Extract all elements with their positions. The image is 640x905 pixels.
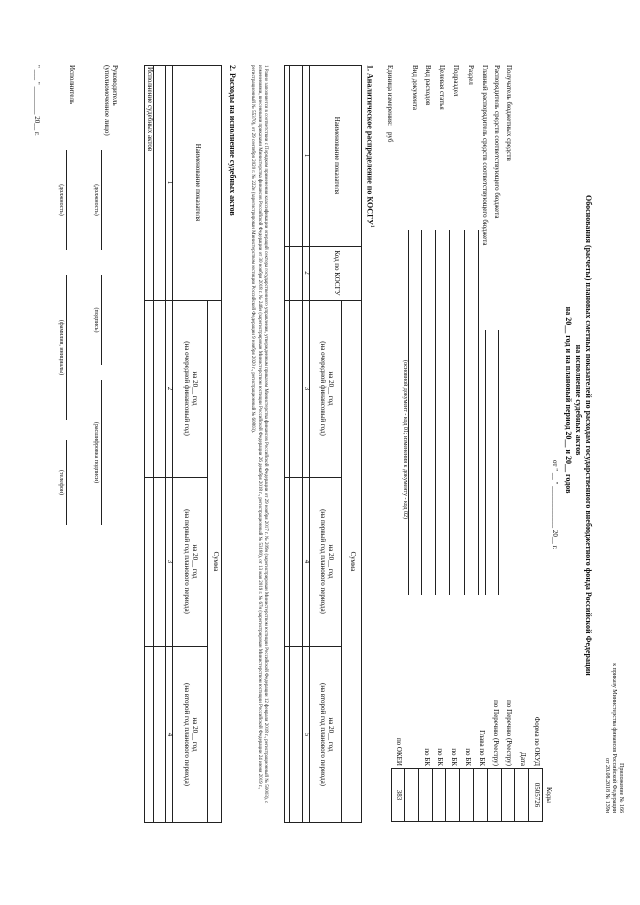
head-position-line[interactable] xyxy=(101,150,102,250)
codes-row-label: по БК xyxy=(422,748,431,766)
codes-row-divider xyxy=(528,768,529,822)
unit-label: Единица измерения: xyxy=(386,65,394,126)
field-label: Подраздел xyxy=(452,65,460,97)
section1-title: 1. Аналитическое распределение по КОСГУ$^1$ xyxy=(365,65,375,228)
kosgu-num-4: 4 xyxy=(303,559,312,564)
kosgu-year-1: на 20__ год (на очередной финансовый год) xyxy=(319,341,335,436)
field-line xyxy=(498,330,499,595)
head-position-caption: (должность) xyxy=(93,184,99,216)
codes-row-divider xyxy=(487,768,488,822)
codes-row-divider xyxy=(404,768,405,822)
doc-type-note: (основной документ - код 01; изменения к документу - код 02) xyxy=(402,360,408,519)
court-year-1: на 20__ год (на очередной финансовый год) xyxy=(183,341,200,436)
field-input-line[interactable] xyxy=(464,230,465,595)
exec-position-line[interactable] xyxy=(66,150,67,250)
codes-row-label: по БК xyxy=(450,748,459,766)
form-date: от " __ " ____________ 20__ г. xyxy=(551,460,559,550)
exec-fio-caption: (фамилия, инициалы) xyxy=(58,319,64,376)
codes-row-label: по БК xyxy=(464,748,472,766)
form-title-3: на 20__ год и на плановый период 20__ и 20__ годов xyxy=(564,306,573,494)
kosgu-year-3: на 20__ год (на второй год планового периода) xyxy=(319,682,335,787)
exec-phone-caption: (телефон) xyxy=(58,469,64,496)
appendix-line-3: от 20.08.2018 № 139н xyxy=(604,758,610,813)
exec-position-caption: (должность) xyxy=(58,184,64,216)
codes-row-label: Глава по БК xyxy=(477,730,486,766)
exec-phone-line[interactable] xyxy=(66,440,67,525)
court-num-2: 2 xyxy=(166,386,175,391)
court-num-4: 4 xyxy=(166,732,175,737)
codes-row-value[interactable]: 383 xyxy=(395,789,403,801)
codes-row-label: по Перечню (Реестру) xyxy=(491,700,500,766)
form-title-2: на исполнение судебных актов xyxy=(574,344,583,456)
head-decode-line[interactable] xyxy=(101,380,102,525)
codes-row-label: по ОКЕИ xyxy=(395,737,403,766)
field-label: Целевая статья xyxy=(438,65,446,110)
field-input-line[interactable] xyxy=(408,230,409,595)
court-col-name: Наименование показателя xyxy=(194,143,203,222)
codes-row-label: по Перечню (Реестру) xyxy=(505,700,514,766)
kosgu-col-code: Код по КОСГУ xyxy=(332,250,341,296)
codes-header: Коды xyxy=(545,787,553,803)
section2-title: 2. Расходы на исполнение судебных актов xyxy=(228,65,237,216)
codes-row-value[interactable]: 0505726 xyxy=(533,782,541,808)
kosgu-num-5: 5 xyxy=(303,732,312,737)
field-line xyxy=(485,330,486,595)
court-year-3: на 20__ год (на второй год планового периода) xyxy=(183,682,200,787)
head-decode-caption: (расшифровка подписи) xyxy=(93,421,99,484)
codes-row-label: по БК xyxy=(436,748,445,766)
codes-table xyxy=(391,768,543,822)
field-label: Получатель бюджетных средств xyxy=(505,65,513,161)
field-label: Вид расходов xyxy=(424,65,432,106)
kosgu-col-sum: Сумма xyxy=(348,551,357,572)
kosgu-col-name: Наименование показателя xyxy=(332,116,341,195)
unit-value: руб xyxy=(386,132,394,143)
codes-row-label: Форма по ОКУД xyxy=(533,716,541,766)
court-col-sum: Сумма xyxy=(211,551,220,572)
appendix-line-1: Приложение № 166 xyxy=(618,763,624,813)
field-input-line[interactable] xyxy=(435,230,436,595)
head-label-2: (уполномоченное лицо) xyxy=(103,65,111,136)
court-year-2: на 20__ год (на первый год планового периода) xyxy=(183,509,200,614)
kosgu-num-2: 2 xyxy=(303,271,312,275)
codes-row-divider xyxy=(418,768,419,822)
codes-row-divider xyxy=(473,768,474,822)
codes-row-divider xyxy=(432,768,433,822)
field-label: Вид документа xyxy=(411,65,419,111)
codes-row-divider xyxy=(514,768,515,822)
court-row-label: Исполнение судебных актов xyxy=(146,67,154,152)
field-label: Раздел xyxy=(467,65,475,85)
codes-row-divider xyxy=(445,768,446,822)
exec-fio-line[interactable] xyxy=(66,275,67,420)
codes-row-divider xyxy=(459,768,460,822)
footnote: 1 Равно заполняется в соответствии с Порядком применения классификации операций сектора государственного управления, утвержденным приказом Министерства финансов Российской Федерации от 29 ноября 2017 г. № 209н (зарегистрирован Министерством юстиции Российской Федерации 12 февраля 2018 г., регистрационный № 50003), с изменениями, внесенными приказами Министерства финансов Российской Федерации от 30 ноября 2018 г. № 246н (зарегистрирован Министерством юстиции Российской Федерации 26 декабря 2018 г., регистрационный № 53180), от 13 мая 2019 г. № 67н (зарегистрирован Министерством юстиции Российской Федерации 24 июня 2019 г., регистрационный № 55370), от 29 сентября 2020 г. № 222н (зарегистрирован Министерством юстиции Российской Федерации 9 ноября 2020 г., регистрационный № 60803). xyxy=(250,65,268,804)
head-signature-line[interactable] xyxy=(101,275,102,365)
codes-row-divider xyxy=(501,768,502,822)
field-input-line[interactable] xyxy=(449,230,450,595)
field-label: Распорядитель средств соответствующего бюджета xyxy=(493,65,501,219)
kosgu-num-1: 1 xyxy=(303,153,312,158)
field-input-line[interactable] xyxy=(478,230,479,595)
field-label: Главный распорядитель средств соответствующего бюджета xyxy=(481,65,489,246)
head-label: Руководитель xyxy=(111,65,119,106)
exec-label: Исполнитель xyxy=(68,65,76,105)
court-num-1: 1 xyxy=(166,180,175,185)
sign-date: " ___ " ________ 20__ г. xyxy=(33,65,41,136)
court-num-3: 3 xyxy=(166,559,175,564)
appendix-line-2: к приказу Министерства финансов Российской Федерации xyxy=(611,663,617,813)
form-title: Обоснования (расчеты) плановых сметных показателей по расходам государственного внебюджетного фонда Российской Федерации xyxy=(584,195,593,676)
field-input-line[interactable] xyxy=(421,230,422,595)
kosgu-num-3: 3 xyxy=(303,386,312,391)
head-signature-caption: (подпись) xyxy=(93,307,99,333)
codes-row-label: Дата xyxy=(519,752,528,766)
kosgu-year-2: на 20__ год (на первый год планового периода) xyxy=(319,509,335,614)
